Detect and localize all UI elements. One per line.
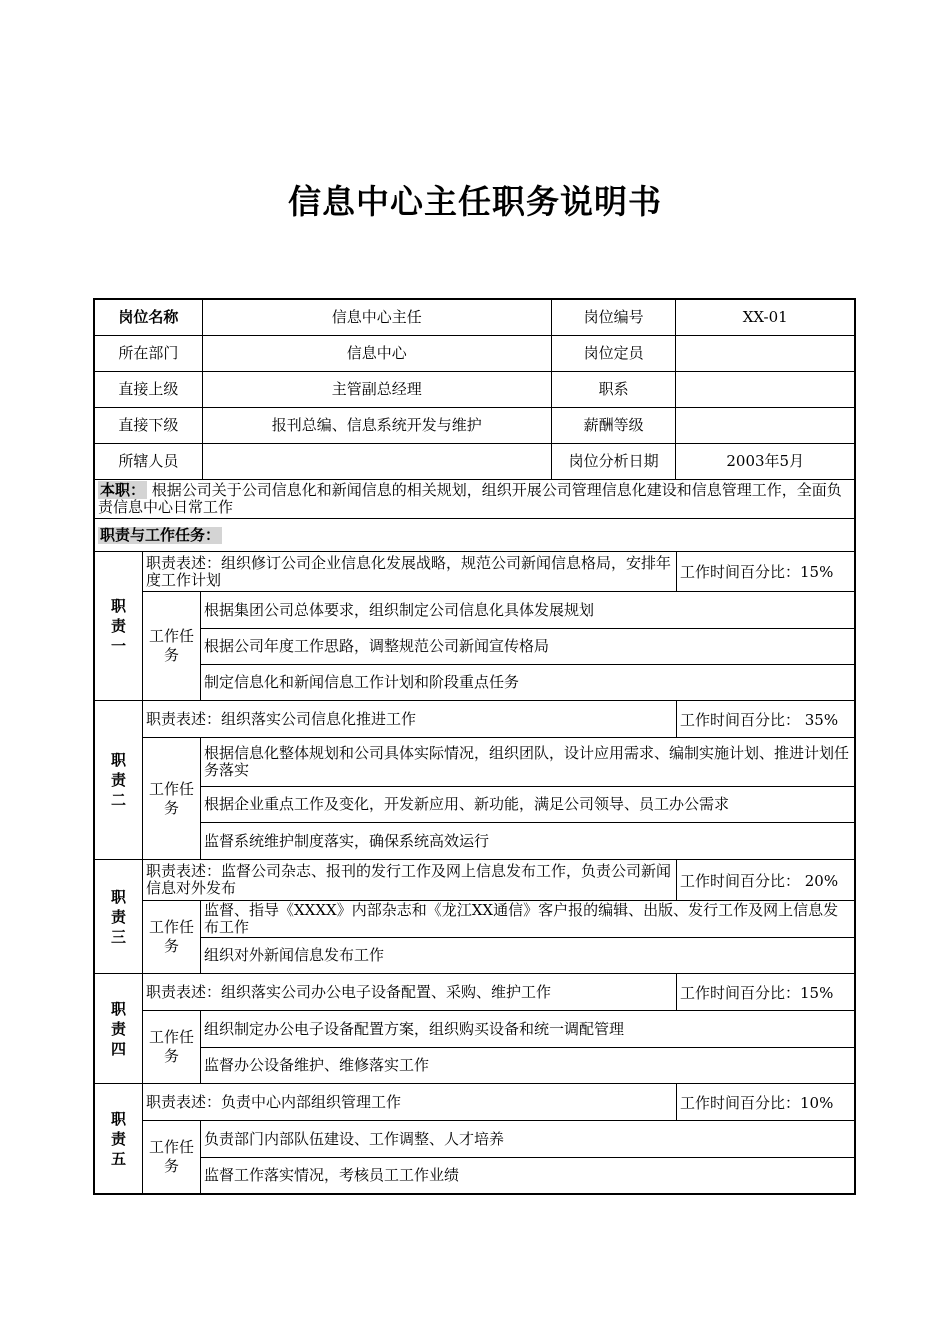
position-no-value: XX-01: [675, 300, 854, 335]
duty-description: 职责表述：组织修订公司企业信息化发展战略，规范公司新闻信息格局，安排年度工作计划: [143, 552, 677, 591]
position-name-value: 信息中心主任: [202, 300, 551, 335]
position-no-label: 岗位编号: [551, 300, 676, 335]
headcount-value: [675, 336, 854, 371]
summary-text: 根据公司关于公司信息化和新闻信息的相关规划，组织开展公司管理信息化建设和信息管理工作，全面负责信息中心日常工作: [98, 481, 842, 516]
summary-row: [95, 479, 854, 518]
salary-value: [675, 408, 854, 443]
series-label: 职系: [551, 372, 676, 407]
duty-block: [95, 551, 854, 700]
task-section: [143, 737, 854, 859]
duty-label-cell: [95, 701, 143, 859]
document-title: 信息中心主任职务说明书: [288, 182, 662, 221]
duty-label-cell: [95, 1084, 143, 1193]
task-item: 组织制定办公电子设备配置方案，组织购买设备和统一调配管理: [204, 1019, 625, 1038]
analysis-date-label: 岗位分析日期: [551, 444, 676, 479]
task-item: 根据企业重点工作及变化，开发新应用、新功能，满足公司领导、员工办公需求: [201, 786, 854, 822]
task-label: 工作任务: [143, 1121, 201, 1193]
dept-label: 所在部门: [118, 344, 179, 362]
task-item: 监督办公设备维护、维修落实工作: [201, 1047, 854, 1083]
task-item: 监督工作落实情况，考核员工工作业绩: [201, 1157, 854, 1193]
duty-label-cell: [95, 974, 143, 1083]
info-row-dept: [95, 335, 854, 371]
duties-header-cell: [95, 519, 854, 551]
superior-value: 主管副总经理: [202, 372, 551, 407]
duty-time-percent: 工作时间百分比：15%: [680, 983, 834, 1002]
duty-label: 职责一: [110, 597, 126, 655]
task-section: [143, 591, 854, 700]
duty-block: [95, 973, 854, 1083]
duty-time-percent: 工作时间百分比：10%: [680, 1093, 834, 1112]
duties-header-row: [95, 518, 854, 551]
info-row-staff: [95, 443, 854, 479]
task-item: 负责部门内部队伍建设、工作调整、人才培养: [204, 1129, 505, 1148]
task-label: 工作任务: [143, 592, 201, 700]
duties-header: 职责与工作任务：: [100, 525, 221, 544]
task-item: 监督、指导《XXXX》内部杂志和《龙江XX通信》客户报的编辑、出版、发行工作及网上信息发布工作: [204, 901, 839, 936]
duty-description: 职责表述：组织落实公司办公电子设备配置、采购、维护工作: [143, 974, 677, 1010]
duty-time-percent: 工作时间百分比：15%: [680, 563, 834, 581]
task-section: [143, 900, 854, 973]
task-item: 监督系统维护制度落实，确保系统高效运行: [201, 822, 854, 859]
job-description-table: [93, 298, 856, 1195]
duty-block: [95, 700, 854, 859]
task-section: [143, 1010, 854, 1083]
duty-label: 职责二: [110, 751, 126, 809]
duty-desc-row: [143, 860, 854, 900]
duty-block: [95, 1083, 854, 1193]
superior-label: 直接上级: [118, 380, 179, 398]
info-row-subordinate: [95, 407, 854, 443]
duty-time-percent: 工作时间百分比： 35%: [680, 710, 839, 729]
duty-description: 职责表述：组织落实公司信息化推进工作: [143, 701, 677, 737]
task-item: 根据信息化整体规划和公司具体实际情况，组织团队，设计应用需求、编制实施计划、推进计划任务落实: [204, 744, 850, 779]
task-item: 根据集团公司总体要求，组织制定公司信息化具体发展规划: [204, 600, 595, 619]
task-item: 制定信息化和新闻信息工作计划和阶段重点任务: [201, 664, 854, 700]
staff-value: [202, 444, 551, 479]
staff-label: 所辖人员: [118, 452, 179, 470]
info-row-position: [95, 300, 854, 335]
dept-value: 信息中心: [202, 336, 551, 371]
task-section: [143, 1120, 854, 1193]
task-item: 根据公司年度工作思路，调整规范公司新闻宣传格局: [201, 628, 854, 664]
duty-label-cell: [95, 552, 143, 700]
duty-desc-row: [143, 552, 854, 591]
duty-description: 职责表述：监督公司杂志、报刊的发行工作及网上信息发布工作，负责公司新闻信息对外发布: [143, 860, 677, 900]
summary-label: 本职：: [100, 481, 146, 499]
task-label: 工作任务: [143, 901, 201, 973]
info-row-superior: [95, 371, 854, 407]
task-item: 组织对外新闻信息发布工作: [201, 937, 854, 973]
subordinate-value: 报刊总编、信息系统开发与维护: [202, 408, 551, 443]
duty-time-percent: 工作时间百分比： 20%: [680, 871, 839, 890]
duty-description: 职责表述：负责中心内部组织管理工作: [143, 1084, 677, 1120]
subordinate-label: 直接下级: [118, 416, 179, 434]
series-value: [675, 372, 854, 407]
duty-block: [95, 859, 854, 973]
task-label: 工作任务: [143, 738, 201, 859]
analysis-date-value: 2003年5月: [675, 444, 854, 479]
duty-desc-row: [143, 1084, 854, 1120]
position-name-label: 岗位名称: [118, 308, 179, 326]
duty-label: 职责四: [110, 999, 126, 1058]
summary-cell: [95, 480, 854, 518]
headcount-label: 岗位定员: [551, 336, 676, 371]
duty-label: 职责五: [110, 1109, 126, 1168]
salary-label: 薪酬等级: [551, 408, 676, 443]
duty-desc-row: [143, 974, 854, 1010]
duty-desc-row: [143, 701, 854, 737]
task-label: 工作任务: [143, 1011, 201, 1083]
duty-label-cell: [95, 860, 143, 973]
duty-label: 职责三: [110, 887, 126, 946]
